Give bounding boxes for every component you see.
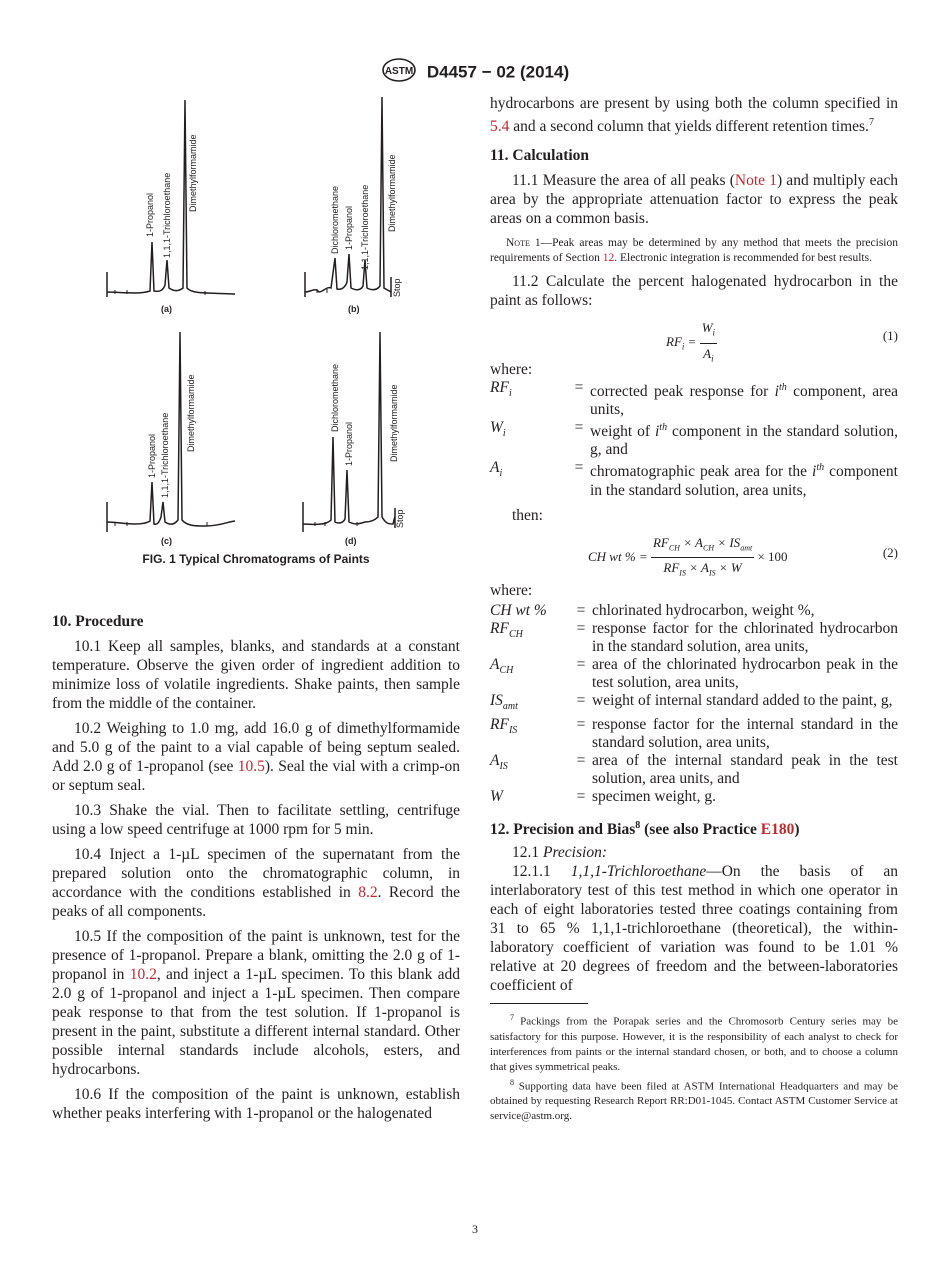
- chromatogram-c: [107, 332, 235, 532]
- paragraph-11-2: 11.2 Calculate the percent halogenated hydrocarbon in the paint as follows:: [490, 273, 898, 310]
- peak-label: 1-Propanol: [145, 192, 155, 237]
- stop-marker: Stop: [395, 509, 405, 528]
- paragraph-10-6-continued: hydrocarbons are present by using both the column specified in 5.4 and a second column that yields different retention times.$^7$: [490, 95, 898, 136]
- paragraph-10-3: 10.3 Shake the vial. Then to facilitate settling, centrifuge using a low speed centrifuge at 1000 rpm for 5 min.: [52, 802, 460, 838]
- paragraph-11-1: 11.1 Measure the area of all peaks (Note 1) and multiply each area by the appropriate attenuation factor to express the peak areas on a common basis.: [490, 172, 898, 228]
- definition-row: CH wt % = chlorinated hydrocarbon, weight %,: [490, 601, 815, 619]
- definition-row: $RF_{IS}$ = response factor for the internal standard in the standard solution, area units,: [490, 715, 898, 751]
- section-heading-calculation: 11. Calculation: [490, 147, 590, 165]
- figure-caption: FIG. 1 Typical Chromatograms of Paints: [142, 552, 370, 566]
- where-label-2: where:: [490, 581, 533, 599]
- section-heading-procedure: 10. Procedure: [52, 613, 144, 630]
- panel-label: (d): [345, 536, 357, 546]
- paragraph-10-5: 10.5 If the composition of the paint is unknown, test for the presence of 1-propanol. Prepare a blank, omitting the 2.0 g of 1-propanol in 10.2, and inject a 1-µL specimen. To this blank add 2.0 g of 1-propanol and inject a 1-µL specimen. Then compare peak response to that from the test solution. If 1-propanol is present in the paint, substitute a different internal standard. Other possible internal standards include alcohols, esters, and hydrocarbons.: [52, 928, 461, 1078]
- definition-row: $A_{IS}$ = area of the internal standard peak in the test solution, area units, and: [490, 751, 898, 787]
- panel-label: (c): [161, 536, 172, 546]
- chromatogram-b: [305, 97, 391, 297]
- note-1: Note 1—Peak areas may be determined by any method that meets the precision requirements of Section 12. Electronic integration is recommended for best results.: [490, 237, 898, 265]
- peak-label: 1-Propanol: [344, 205, 354, 250]
- paragraph-10-2: 10.2 Weighing to 1.0 mg, add 16.0 g of dimethylformamide and 5.0 g of the paint to a vial capable of being septum sealed. Add 2.0 g of 1-propanol (see 10.5). Seal the vial with a crimp-on or septum seal.: [52, 720, 460, 794]
- document-designation: D4457 − 02 (2014): [426, 62, 570, 82]
- peak-label: Dichloromethane: [330, 363, 340, 432]
- equation-1: $RF_i$ = $\frac{W_i}{A_i}$ (1): [666, 320, 898, 364]
- ref-link-10-5[interactable]: 10.5: [237, 758, 265, 775]
- page-number: 3: [472, 1222, 478, 1236]
- panel-label: (b): [348, 304, 360, 314]
- equation-number-2: (2): [882, 544, 898, 560]
- footnote-8: $^8$ Supporting data have been filed at ASTM International Headquarters and may be obtained by requesting Research Report RR:D01-1045. Contact ASTM Customer Service at service@astm.org.: [490, 1077, 898, 1123]
- definition-row: $A_{CH}$ = area of the chlorinated hydrocarbon peak in the test solution, area units,: [490, 655, 898, 691]
- footnote-ref-7: 7: [868, 117, 874, 128]
- peak-label: 1,1,1-Trichloroethane: [360, 184, 370, 270]
- definitions-eq1: [490, 379, 898, 499]
- paragraph-12-1-1: 12.1.1 1,1,1-Trichloroethane—On the basis of an interlaboratory test of this test method in which one operator in each of eight laboratories tested three coatings containing from 31 to 65 % 1,1,1-trichloroethane (theoretical), the within-laboratory coefficient of variation was found to be 1.01 % relative at 20 degrees of freedom and the between-laboratories coefficient of: [490, 862, 898, 994]
- definition-row: $IS_{amt}$ = weight of internal standard added to the paint, g,: [490, 691, 893, 712]
- ref-link-10-2[interactable]: 10.2: [129, 966, 157, 983]
- equation-number-1: (1): [882, 328, 898, 344]
- right-column: [490, 94, 898, 995]
- definition-row: W = specimen weight, g.: [490, 787, 716, 805]
- panel-label: (a): [161, 304, 172, 314]
- definition-row: $RF_i$ = corrected peak response for $i^{th}$ component, area units,: [490, 379, 898, 419]
- ref-link-5-4[interactable]: 5.4: [490, 118, 510, 136]
- ref-link-section-12[interactable]: 12: [602, 252, 615, 265]
- left-column: [52, 612, 460, 1123]
- ref-link-8-2[interactable]: 8.2: [358, 884, 378, 901]
- peak-label: 1-Propanol: [147, 433, 157, 478]
- definition-row: $A_i$ = chromatographic peak area for the $i^{th}$ component in the standard solution, area units,: [490, 459, 898, 499]
- peak-label: Dimethylformamide: [186, 374, 196, 452]
- ref-link-e180[interactable]: E180: [760, 820, 795, 838]
- footnote-7: $^7$ Packings from the Porapak series and the Chromosorb Century series may be satisfactory for this purpose. However, it is the responsibility of each analyst to check for interferences from paints or the internal standard chosen, or both, and to choose a column that gives symmetrical peaks.: [490, 1013, 898, 1073]
- equation-2: CH wt % = $\frac{RF_{CH} \times A_{CH} \times IS_{amt}}{RF_{IS} \times A_{IS} \times W}$ × 100 (2): [588, 534, 898, 578]
- peak-label: Dimethylformamide: [387, 154, 397, 232]
- paragraph-10-1: 10.1 Keep all samples, blanks, and standards at a constant temperature. Observe the given order of ingredient addition to minimize loss of volatile ingredients. Shake paints, then sample from the middle of the container.: [52, 638, 460, 712]
- definition-row: $RF_{CH}$ = response factor for the chlorinated hydrocarbon in the standard solution, area units,: [490, 619, 898, 655]
- peak-label: 1,1,1-Trichloroethane: [162, 172, 172, 258]
- stop-marker: Stop: [392, 278, 402, 297]
- paragraph-10-6: 10.6 If the composition of the paint is unknown, establish whether peaks interfering with 1-propanol or the halogenated: [52, 1086, 460, 1122]
- definitions-eq2: [490, 602, 898, 806]
- chromatograms-svg: [95, 92, 425, 552]
- section-heading-precision: 12. Precision and Bias$^8$ (see also Practice E180): [490, 819, 800, 838]
- peak-label: Dichloromethane: [330, 185, 340, 254]
- peak-label: Dimethylformamide: [188, 134, 198, 212]
- where-label-1: where:: [490, 361, 533, 379]
- peak-label: 1-Propanol: [344, 421, 354, 466]
- astm-logo-icon: [381, 57, 417, 88]
- page-header: [0, 57, 950, 88]
- ref-link-note-1[interactable]: Note 1: [734, 172, 777, 190]
- logo-text: ASTM: [384, 66, 414, 77]
- figure-1: [95, 92, 425, 552]
- peak-label: 1,1,1-Trichloroethane: [160, 412, 170, 498]
- peak-label: Dimethylformamide: [389, 384, 399, 462]
- then-label: then:: [512, 506, 543, 524]
- paragraph-10-4: 10.4 Inject a 1-µL specimen of the supernatant from the prepared solution onto the chromatographic column, in accordance with the conditions established in 8.2. Record the peaks of all components.: [52, 846, 460, 920]
- definition-row: $W_i$ = weight of $i^{th}$ component in the standard solution, g, and: [490, 419, 898, 459]
- paragraph-12-1: 12.1 Precision:: [512, 843, 607, 861]
- footnote-separator: [490, 1003, 588, 1004]
- footnotes: [490, 1010, 898, 1124]
